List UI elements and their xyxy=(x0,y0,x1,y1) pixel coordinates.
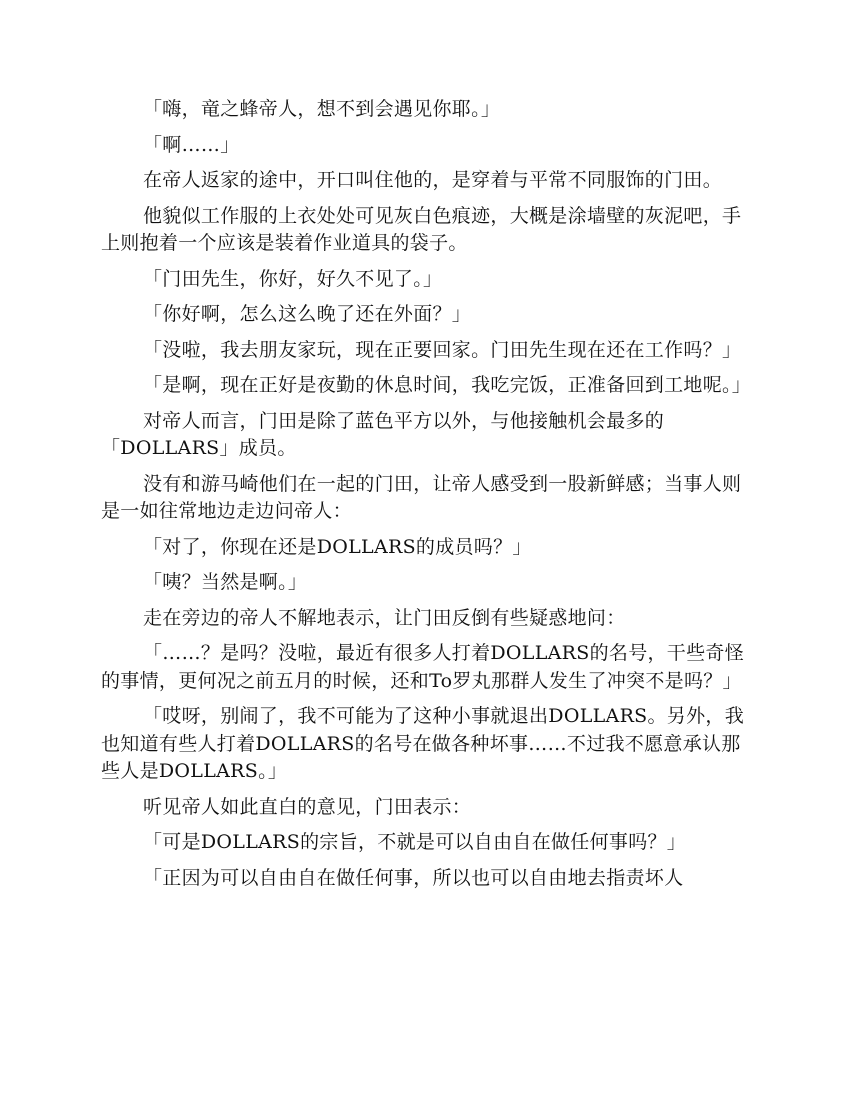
paragraph: 「……？是吗？没啦，最近有很多人打着DOLLARS的名号，干些奇怪的事情，更何况之前五月的时候，还和To罗丸那群人发生了冲突不是吗？」 xyxy=(101,642,744,692)
paragraph: 对帝人而言，门田是除了蓝色平方以外，与他接触机会最多的「DOLLARS」成员。 xyxy=(101,409,665,459)
document-page xyxy=(101,96,751,900)
paragraph: 在帝人返家的途中，开口叫住他的，是穿着与平常不同服饰的门田。 xyxy=(143,169,723,191)
paragraph: 没有和游马崎他们在一起的门田，让帝人感受到一股新鲜感；当事人则是一如往常地边走边问帝人： xyxy=(101,472,742,522)
paragraph: 「咦？当然是啊。」 xyxy=(143,571,308,593)
paragraph: 「可是DOLLARS的宗旨，不就是可以自由自在做任何事吗？」 xyxy=(143,831,687,853)
paragraph: 「对了，你现在还是DOLLARS的成员吗？」 xyxy=(143,535,532,558)
paragraph: 「嗨，竜之蜂帝人，想不到会遇见你耶。」 xyxy=(143,98,501,120)
paragraph: 走在旁边的帝人不解地表示，让门田反倒有些疑惑地问： xyxy=(143,606,626,629)
paragraph: 「啊……」 xyxy=(143,133,240,156)
paragraph: 「是啊，现在正好是夜勤的休息时间，我吃完饭，正准备回到工地呢。」 xyxy=(143,374,752,396)
paragraph: 「没啦，我去朋友家玩，现在正要回家。门田先生现在还在工作吗？」 xyxy=(143,338,742,361)
paragraph: 「正因为可以自由自在做任何事，所以也可以自由地去指责坏人 xyxy=(143,866,684,889)
paragraph: 「哎呀，别闹了，我不可能为了这种小事就退出DOLLARS。另外，我也知道有些人打着DOLLARS的名号在做各种坏事……不过我不愿意承认那些人是DOLLARS。」 xyxy=(101,705,744,782)
paragraph: 他貌似工作服的上衣处处可见灰白色痕迹，大概是涂墙壁的灰泥吧，手上则抱着一个应该是装着作业道具的袋子。 xyxy=(101,204,742,254)
paragraph: 「门田先生，你好，好久不见了。」 xyxy=(143,267,443,290)
paragraph: 听见帝人如此直白的意见，门田表示： xyxy=(143,795,472,818)
paragraph: 「你好啊，怎么这么晚了还在外面？」 xyxy=(143,303,472,325)
